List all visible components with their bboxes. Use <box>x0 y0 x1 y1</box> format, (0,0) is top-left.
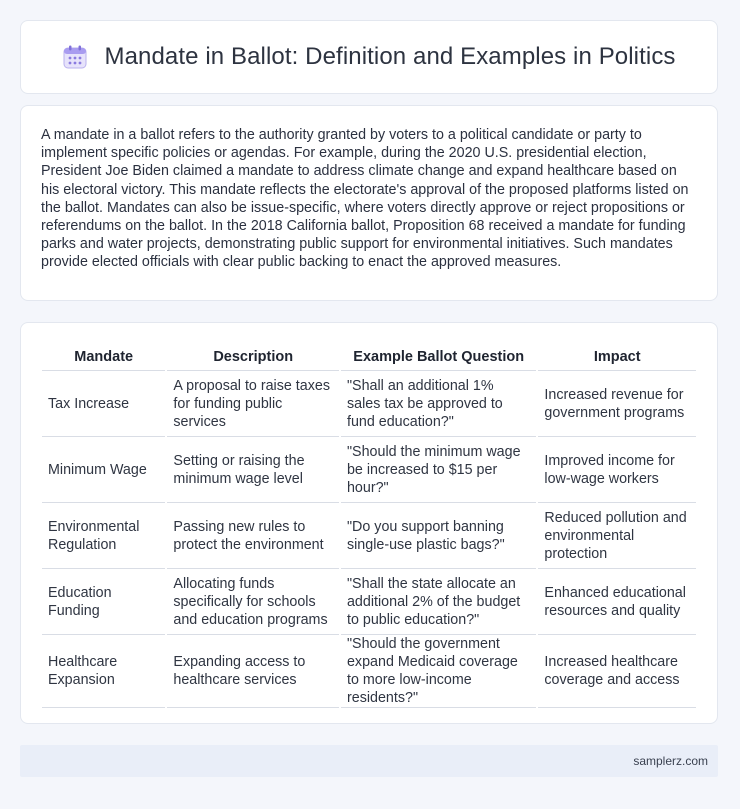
cell-impact: Improved income for low-wage workers <box>538 437 696 503</box>
cell-example-question: "Should the government expand Medicaid coverage to more low-income residents?" <box>341 635 536 708</box>
cell-example-question: "Should the minimum wage be increased to $15 per hour?" <box>341 437 536 503</box>
header-description: Description <box>167 345 339 371</box>
cell-mandate: Tax Increase <box>42 371 165 437</box>
cell-example-question: "Shall the state allocate an additional 2% of the budget to public education?" <box>341 569 536 635</box>
table-row <box>42 371 696 437</box>
cell-impact: Increased healthcare coverage and access <box>538 635 696 708</box>
cell-description: Passing new rules to protect the environment <box>167 503 339 569</box>
calendar-icon <box>62 44 88 70</box>
cell-impact: Increased revenue for government programs <box>538 371 696 437</box>
mandate-table <box>40 345 698 708</box>
cell-impact: Enhanced educational resources and quality <box>538 569 696 635</box>
cell-mandate: Environmental Regulation <box>42 503 165 569</box>
title-card <box>20 20 718 94</box>
page-title: Mandate in Ballot: Definition and Examples in Politics <box>104 43 676 70</box>
table-row <box>42 437 696 503</box>
cell-mandate: Education Funding <box>42 569 165 635</box>
table-row <box>42 635 696 708</box>
header-mandate: Mandate <box>42 345 165 371</box>
cell-mandate: Minimum Wage <box>42 437 165 503</box>
footer-bar <box>20 745 718 777</box>
cell-description: A proposal to raise taxes for funding public services <box>167 371 339 437</box>
cell-example-question: "Shall an additional 1% sales tax be approved to fund education?" <box>341 371 536 437</box>
table-row <box>42 503 696 569</box>
table-card <box>20 322 718 724</box>
table-header-row <box>42 345 696 371</box>
header-impact: Impact <box>538 345 696 371</box>
cell-description: Setting or raising the minimum wage level <box>167 437 339 503</box>
title-wrap <box>62 43 675 71</box>
cell-impact: Reduced pollution and environmental protection <box>538 503 696 569</box>
intro-paragraph: A mandate in a ballot refers to the authority granted by voters to a political candidate or party to implement specific policies or agendas. For example, during the 2020 U.S. presidential election, President Joe Biden claimed a mandate to address climate change and expand healthcare based on his electoral victory. This mandate reflects the electorate's approval of the proposed platforms listed on the ballot. Mandates can also be issue-specific, where voters directly approve or reject propositions or referendums on the ballot. In the 2018 California ballot, Proposition 68 received a mandate for funding parks and water projects, demonstrating public support for environmental initiatives. Such mandates provide elected officials with clear public backing to enact the approved measures. <box>41 127 689 271</box>
table-row <box>42 569 696 635</box>
cell-example-question: "Do you support banning single-use plastic bags?" <box>341 503 536 569</box>
footer-site-link[interactable]: samplerz.com <box>633 754 708 768</box>
cell-mandate: Healthcare Expansion <box>42 635 165 708</box>
header-example-question: Example Ballot Question <box>341 345 536 371</box>
cell-description: Allocating funds specifically for schools and education programs <box>167 569 339 635</box>
cell-description: Expanding access to healthcare services <box>167 635 339 708</box>
intro-card <box>20 105 718 301</box>
